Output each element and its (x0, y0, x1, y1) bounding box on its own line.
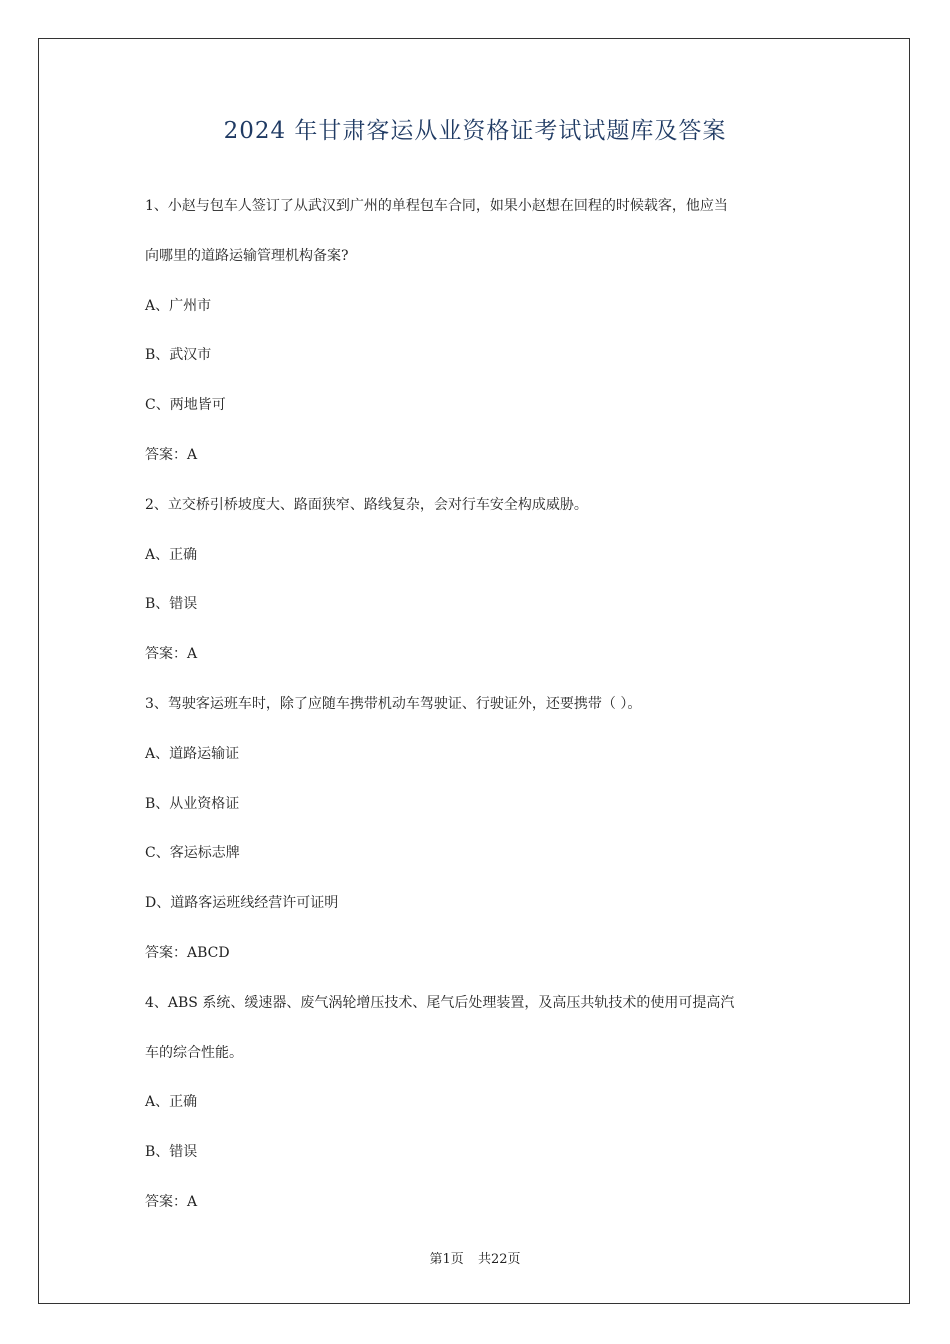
question-4-answer: 答案：A (145, 1193, 198, 1210)
question-3-option-d: D、道路客运班线经营许可证明 (145, 895, 339, 912)
question-2-option-b: B、错误 (145, 596, 198, 613)
question-3-option-a: A、道路运输证 (145, 745, 240, 762)
question-1-option-b: B、武汉市 (145, 347, 212, 364)
question-4-option-a: A、正确 (145, 1094, 198, 1111)
document-body (145, 196, 825, 1242)
page-footer (0, 1248, 950, 1267)
question-3-option-b: B、从业资格证 (145, 795, 240, 812)
page-number: 第1页 (429, 1252, 464, 1267)
question-4-text-cont: 车的综合性能。 (145, 1044, 243, 1061)
question-3-text: 3、驾驶客运班车时，除了应随车携带机动车驾驶证、行驶证外，还要携带（ ）。 (145, 695, 642, 712)
question-2-answer: 答案：A (145, 646, 198, 663)
document-title: 2024 年甘肃客运从业资格证考试试题库及答案 (223, 118, 727, 144)
page-total: 共22页 (477, 1252, 521, 1267)
question-3-option-c: C、客运标志牌 (145, 845, 240, 862)
question-1-text-cont: 向哪里的道路运输管理机构备案? (145, 247, 349, 264)
question-4-option-b: B、错误 (145, 1144, 198, 1161)
question-2-text: 2、立交桥引桥坡度大、路面狭窄、路线复杂，会对行车安全构成威胁。 (145, 496, 588, 513)
question-1-option-a: A、广州市 (145, 297, 212, 314)
question-1-answer: 答案：A (145, 446, 198, 463)
question-2-option-a: A、正确 (145, 546, 198, 563)
question-3-answer: 答案：ABCD (145, 944, 230, 961)
question-1-option-c: C、两地皆可 (145, 397, 226, 414)
question-4-text: 4、ABS 系统、缓速器、废气涡轮增压技术、尾气后处理装置，及高压共轨技术的使用可提高汽 (145, 994, 735, 1011)
question-1-text: 1、小赵与包车人签订了从武汉到广州的单程包车合同，如果小赵想在回程的时候载客，他应当 (145, 198, 728, 214)
